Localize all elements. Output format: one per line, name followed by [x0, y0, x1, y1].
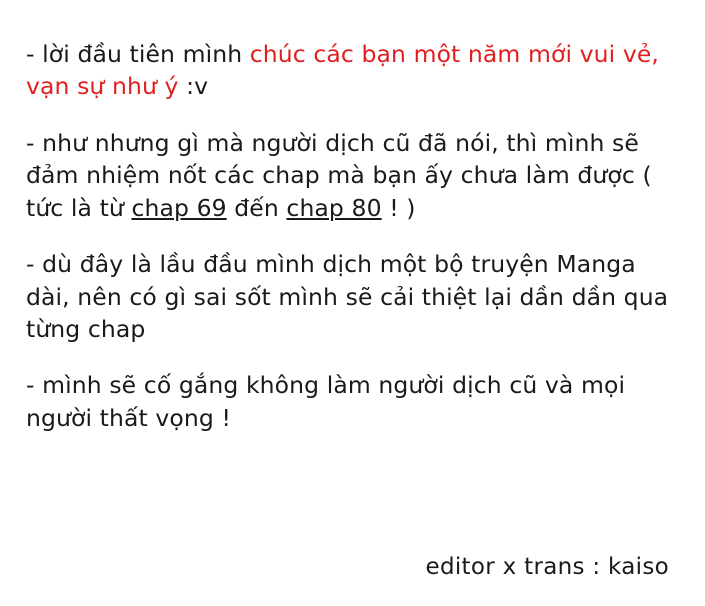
text-segment-highlight: chúc các bạn một năm mới vui vẻ, vạn sự như ý: [26, 40, 659, 101]
text-segment: :v: [178, 72, 209, 101]
text-segment: - dù đây là lầu đầu mình dịch một bộ truyện Manga dài, nên có gì sai sốt mình sẽ cải thiệt lại dần dần qua từng chap: [26, 250, 669, 343]
paragraph-promise-note: [26, 369, 679, 434]
paragraph-first-time-note: [26, 248, 679, 345]
text-segment-underline-chapter-end: chap 80: [286, 193, 382, 222]
credit-line: editor x trans : kaiso: [425, 554, 669, 580]
text-segment: đến: [226, 193, 287, 222]
paragraph-translator-note: [26, 127, 679, 224]
paragraph-greeting: [26, 38, 679, 103]
text-segment: - lời đầu tiên mình: [26, 40, 250, 68]
text-segment: - như nhưng gì mà người dịch cũ đã nói, thì mình sẽ đảm nhiệm nốt các chap mà bạn ấy chưa làm được ( tức là từ: [26, 128, 652, 222]
text-segment: ! ): [381, 193, 416, 222]
text-segment: - mình sẽ cố gắng không làm người dịch cũ và mọi người thất vọng !: [26, 371, 626, 432]
text-segment-underline-chapter-start: chap 69: [131, 193, 227, 222]
